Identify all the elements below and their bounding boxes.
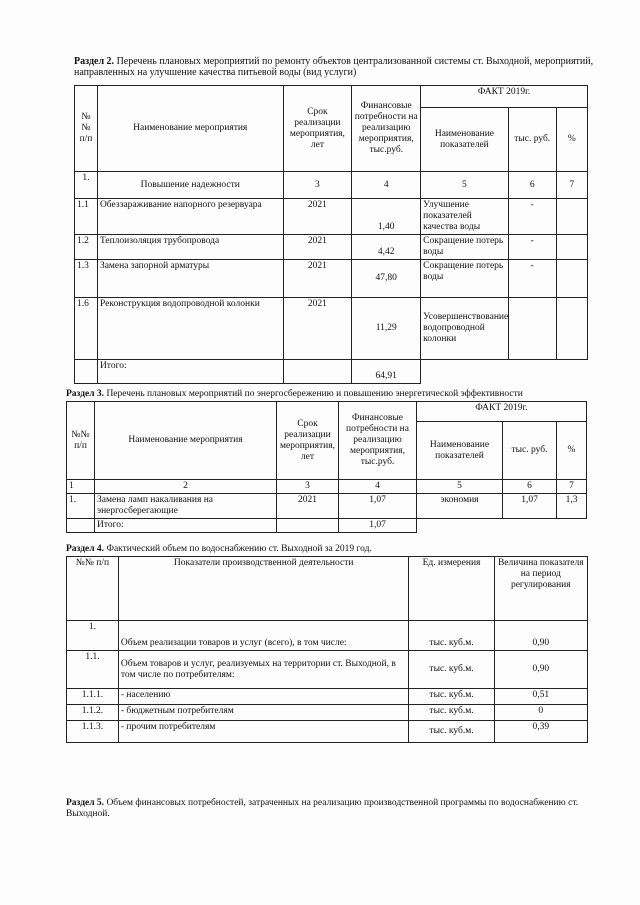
section3-title: Перечень плановых мероприятий по энергосбережению и повышению энергетической эффективности (106, 389, 523, 399)
table-row: 1.3 Замена запорной арматуры 2021 47,80 Сокращение потерь воды - (75, 260, 588, 298)
table-row: 1.1.1. - населению тыс. куб.м. 0,51 (67, 689, 588, 705)
index-row: 1 2 3 4 5 6 7 (67, 480, 587, 494)
table-row: 1.1.3. - прочим потребителям тыс. куб.м. 0,39 (67, 721, 588, 743)
header-value: Величина показателя на период регулирования (494, 557, 587, 621)
header-term: Срок реализации мероприятия, лет (283, 86, 352, 172)
header-indicator: Показатели производственной деятельности (118, 557, 409, 621)
header-indicator: Наименование показателей (421, 108, 509, 172)
section5-heading (66, 798, 596, 820)
section5-number: Раздел 5. (66, 798, 105, 808)
section4-heading (66, 544, 606, 555)
header-percent: % (557, 422, 587, 480)
total-row: Итого: 1,07 (67, 519, 587, 533)
section3-number: Раздел 3. (66, 389, 105, 399)
table-row: 1.6 Реконструкция водопроводной колонки 2021 11,29 Усовершенствование водопроводной колонки (75, 298, 588, 360)
header-fact: ФАКТ 2019г. (421, 86, 588, 108)
table-row: 1. Замена ламп накаливания на энергосберегающие 2021 1,07 экономия 1,07 1,3 (67, 494, 587, 519)
header-percent: % (556, 108, 587, 172)
header-num: №№ п/п (67, 557, 119, 621)
header-term: Срок реализации мероприятия, лет (277, 402, 339, 480)
section3-heading (66, 389, 606, 400)
section4-title: Фактический объем по водоснабжению ст. Выходной за 2019 год. (106, 544, 372, 554)
header-name: Наименование мероприятия (97, 86, 283, 172)
header-num: №№ п/п (67, 402, 95, 480)
header-unit: Ед. измерения (409, 557, 494, 621)
header-indicator: Наименование показателей (417, 422, 503, 480)
table-row: 1.1. Объем товаров и услуг, реализуемых на территории ст. Выходной, в том числе по потребителям: тыс. куб.м. 0,90 (67, 651, 588, 689)
section3-table (66, 401, 587, 533)
section4-table (66, 556, 588, 743)
index-row: 1. Повышение надежности 3 4 5 6 7 (75, 172, 588, 199)
table-row: 1.1 Обеззараживание напорного резервуара 2021 1,40 Улучшение показателей качества воды - (75, 199, 588, 235)
section2-number: Раздел 2. (74, 56, 115, 67)
total-row: Итого: 64,91 (75, 360, 588, 384)
header-finance: Финансовые потребности на реализацию мероприятия, тыс.руб. (339, 402, 417, 480)
table-row: 1.1.2. - бюджетным потребителям тыс. куб.м. 0 (67, 705, 588, 721)
section5-title: Объем финансовых потребностей, затраченных на реализацию производственной программы по водоснабжению ст. Выходной. (66, 798, 579, 819)
section2-title: Перечень плановых мероприятий по ремонту объектов централизованной системы ст. Выходной, мероприятий, направленных на улучшение качества питьевой воды (вид услуги) (74, 56, 594, 78)
table-row: 1.2 Теплоизоляция трубопровода 2021 4,42 Сокращение потерь воды - (75, 235, 588, 260)
section4-number: Раздел 4. (66, 544, 105, 554)
section2-table (74, 85, 588, 384)
header-name: Наименование мероприятия (95, 402, 277, 480)
header-rub: тыс. руб. (508, 108, 556, 172)
header-fact: ФАКТ 2019г. (417, 402, 587, 422)
header-rub: тыс. руб. (503, 422, 557, 480)
table-row: 1. Объем реализации товаров и услуг (всего), в том числе: тыс. куб.м. 0,90 (67, 621, 588, 651)
header-finance: Финансовые потребности на реализацию мероприятия, тыс.руб. (352, 86, 421, 172)
section2-heading (74, 56, 594, 78)
header-num: №№ п/п (75, 86, 98, 172)
